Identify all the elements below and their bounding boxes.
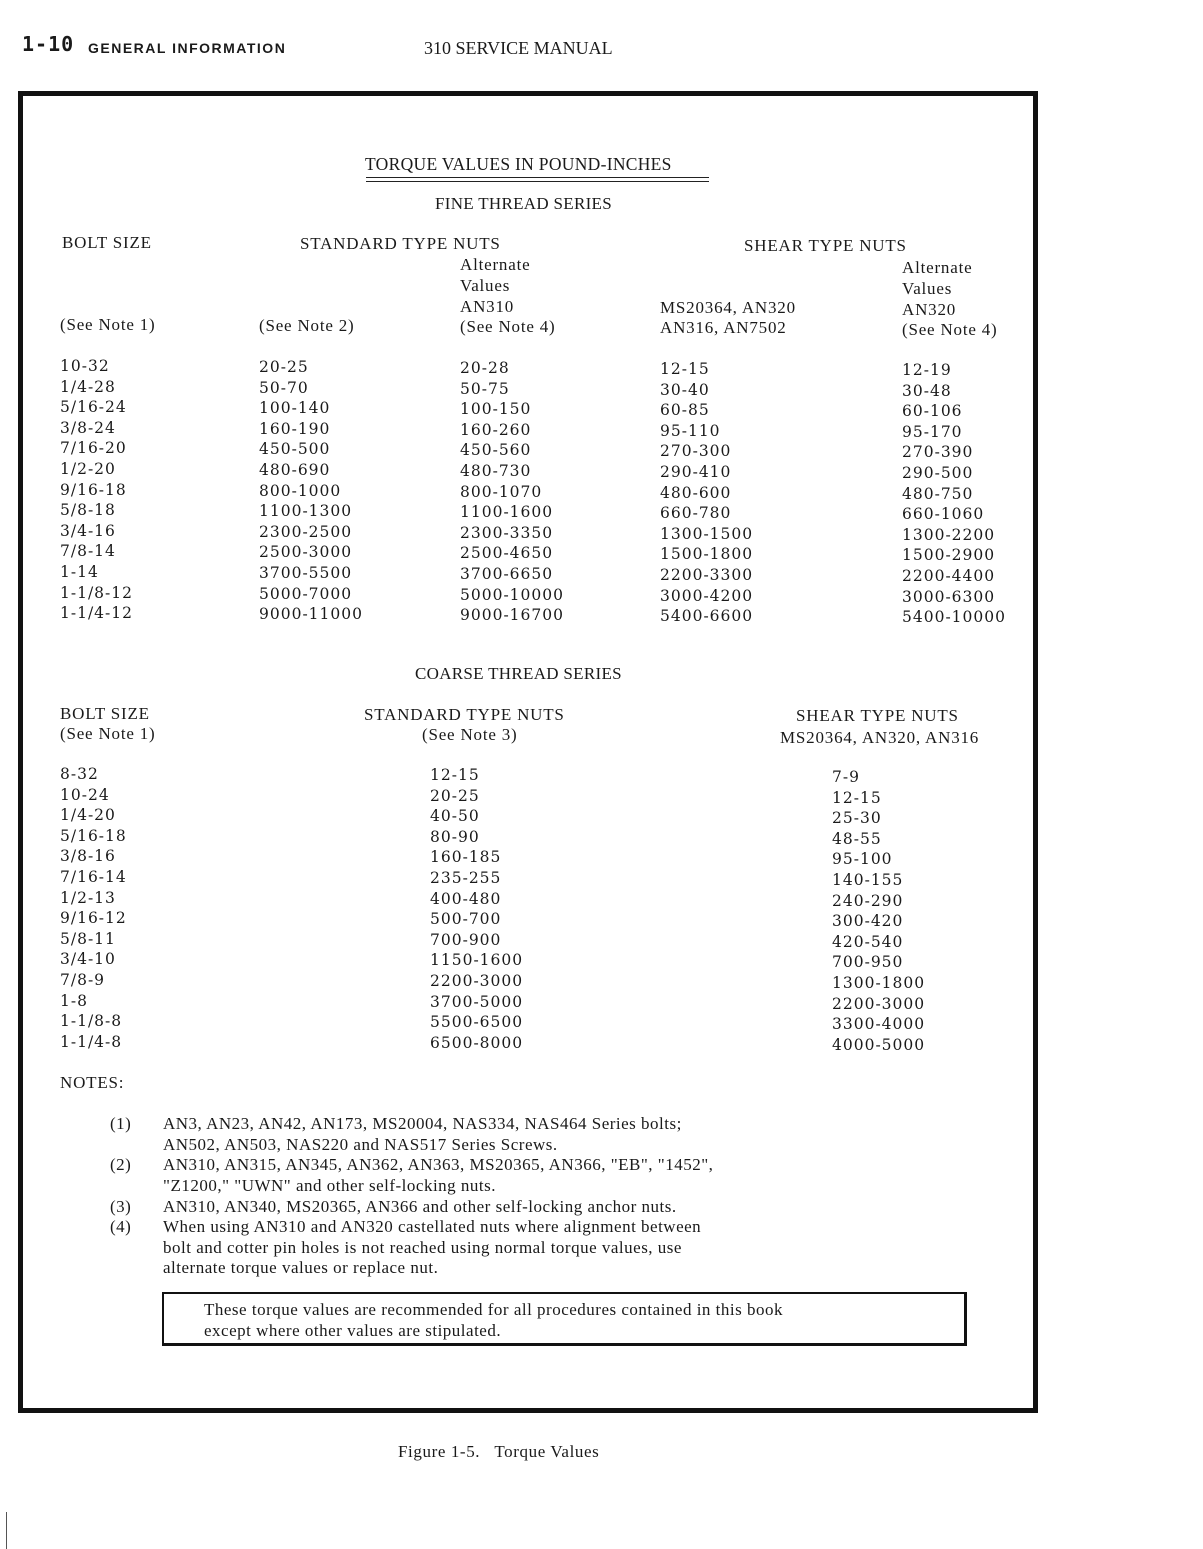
list-item: 160-260 (460, 420, 532, 439)
list-item: 400-480 (430, 889, 502, 908)
list-item: 5/16-18 (60, 826, 127, 845)
list-item: 7/16-20 (60, 439, 127, 458)
page-number: 1-10 (22, 32, 75, 56)
list-item: 12-15 (832, 788, 882, 807)
list-item: 235-255 (430, 868, 502, 887)
list-item: 3/8-16 (60, 847, 116, 866)
list-item: 660-780 (660, 504, 732, 523)
list-item: 2300-2500 (259, 522, 353, 541)
fine-header-standard: STANDARD TYPE NUTS (300, 234, 501, 253)
list-item: 60-106 (902, 402, 963, 421)
list-item: 7/8-14 (60, 542, 116, 561)
fine-alt1-line3: AN310 (460, 297, 515, 316)
table-title: TORQUE VALUES IN POUND-INCHES (365, 154, 672, 174)
coarse-note-bolt: (See Note 1) (60, 724, 156, 743)
list-item: 290-410 (660, 462, 732, 481)
list-item: 1500-2900 (902, 546, 996, 565)
box-line-1: These torque values are recommended for all procedures contained in this book (204, 1300, 783, 1319)
fine-alt2-line2: Values (902, 279, 953, 298)
list-item: 3/4-16 (60, 521, 116, 540)
list-item: 1-1/8-8 (60, 1012, 123, 1031)
notes-label: NOTES: (60, 1073, 125, 1092)
fine-alt1-line1: Alternate (460, 255, 531, 274)
fine-note-alt1: (See Note 4) (460, 317, 556, 336)
list-item: 3/4-10 (60, 950, 116, 969)
fine-alt2-line1: Alternate (902, 258, 973, 277)
list-item: 270-390 (902, 443, 974, 462)
list-item: 800-1070 (460, 482, 543, 501)
list-item: 9000-16700 (460, 606, 564, 625)
note-line: "Z1200," "UWN" and other self-locking nuts. (163, 1175, 497, 1195)
list-item: 7/16-14 (60, 867, 127, 886)
coarse-note-standard: (See Note 3) (422, 725, 518, 744)
note-line: AN310, AN315, AN345, AN362, AN363, MS20365, AN366, "EB", "1452", (163, 1155, 714, 1174)
fine-note-alt2: (See Note 4) (902, 320, 998, 339)
list-item: 95-110 (660, 421, 721, 440)
fine-header-shear: SHEAR TYPE NUTS (744, 236, 907, 255)
list-item: 1/4-20 (60, 806, 116, 825)
note-line: alternate torque values or replace nut. (163, 1258, 439, 1277)
list-item: 1-1/4-12 (60, 604, 134, 623)
list-item: 9/16-18 (60, 480, 127, 499)
fine-note-bolt: (See Note 1) (60, 315, 156, 334)
list-item: 1/4-28 (60, 377, 116, 396)
list-item: 1100-1600 (460, 503, 554, 522)
list-item: 40-50 (430, 807, 480, 826)
list-item: 3/8-24 (60, 418, 116, 437)
fine-series-title: FINE THREAD SERIES (435, 194, 612, 213)
list-item: 20-25 (259, 358, 309, 376)
list-item: 1150-1600 (430, 951, 524, 970)
manual-title: 310 SERVICE MANUAL (424, 38, 613, 58)
list-item: 5/8-18 (60, 501, 116, 520)
list-item: 8-32 (60, 765, 99, 783)
list-item: 270-300 (660, 442, 732, 461)
list-item: 660-1060 (902, 505, 985, 524)
fine-shear-spec: MS20364, AN320 (660, 298, 796, 317)
list-item: 30-40 (660, 380, 710, 399)
note-number: (2) (110, 1155, 132, 1174)
list-item: 25-30 (832, 809, 882, 828)
list-item: 480-750 (902, 484, 974, 503)
list-item: 700-900 (430, 930, 502, 949)
fine-bolt-column (60, 356, 133, 624)
list-item: 2500-4650 (460, 544, 554, 563)
list-item: 450-500 (259, 440, 331, 459)
list-item: 5/8-11 (60, 929, 116, 948)
coarse-series-title: COARSE THREAD SERIES (415, 664, 622, 683)
list-item: 5/16-24 (60, 398, 127, 417)
list-item: 3300-4000 (832, 1015, 926, 1034)
coarse-shear-spec: MS20364, AN320, AN316 (780, 728, 980, 747)
fine-shear-column (660, 359, 753, 627)
list-item: 240-290 (832, 891, 904, 910)
list-item: 20-25 (430, 786, 480, 805)
fine-alt-an320-column (902, 360, 1006, 628)
list-item: 95-170 (902, 422, 963, 441)
recommendation-box (162, 1292, 967, 1346)
list-item: 700-950 (832, 953, 904, 972)
list-item: 100-150 (460, 400, 532, 419)
list-item: 290-500 (902, 463, 974, 482)
list-item: 20-28 (460, 359, 510, 377)
list-item: 450-560 (460, 441, 532, 460)
list-item: 9000-11000 (259, 605, 363, 624)
coarse-standard-column (430, 765, 523, 1053)
list-item: 10-24 (60, 785, 110, 804)
fine-alt1-line2: Values (460, 276, 511, 295)
fine-alt-an310-column (460, 358, 564, 626)
list-item: 2300-3350 (460, 523, 554, 542)
coarse-bolt-column (60, 764, 127, 1052)
list-item: 7-9 (832, 768, 860, 786)
list-item: 2200-3300 (660, 565, 754, 584)
note-line: AN3, AN23, AN42, AN173, MS20004, NAS334, NAS464 Series bolts; (163, 1114, 682, 1133)
note-line: AN502, AN503, NAS220 and NAS517 Series Screws. (163, 1134, 558, 1154)
list-item: 1100-1300 (259, 502, 353, 521)
list-item: 3700-5000 (430, 992, 524, 1011)
list-item: 12-19 (902, 361, 952, 379)
list-item: 300-420 (832, 912, 904, 931)
list-item: 5400-6600 (660, 607, 754, 626)
list-item: 1300-1800 (832, 973, 926, 992)
list-item: 9/16-12 (60, 909, 127, 928)
list-item: 2200-4400 (902, 566, 996, 585)
fine-shear-spec2: AN316, AN7502 (660, 318, 787, 337)
list-item: 50-75 (460, 379, 510, 398)
box-line-2: except where other values are stipulated. (204, 1321, 502, 1340)
list-item: 2200-3000 (832, 994, 926, 1013)
list-item: 6500-8000 (430, 1033, 524, 1052)
list-item: 95-100 (832, 850, 893, 869)
margin-mark (6, 1512, 7, 1549)
list-item: 420-540 (832, 932, 904, 951)
list-item: 1300-1500 (660, 524, 754, 543)
note-number: (1) (110, 1114, 132, 1133)
coarse-header-bolt-size: BOLT SIZE (60, 704, 150, 723)
list-item: 2200-3000 (430, 971, 524, 990)
coarse-header-standard: STANDARD TYPE NUTS (364, 705, 565, 724)
fine-note-standard: (See Note 2) (259, 316, 355, 335)
list-item: 48-55 (832, 829, 882, 848)
list-item: 480-690 (259, 460, 331, 479)
list-item: 1500-1800 (660, 545, 754, 564)
fine-alt2-line3: AN320 (902, 300, 957, 319)
list-item: 4000-5000 (832, 1035, 926, 1054)
fine-header-bolt-size: BOLT SIZE (62, 233, 152, 252)
figure-caption: Figure 1-5. Torque Values (398, 1442, 600, 1461)
list-item: 480-730 (460, 461, 532, 480)
note-number: (3) (110, 1197, 132, 1216)
note-line: bolt and cotter pin holes is not reached using normal torque values, use (163, 1237, 682, 1257)
list-item: 480-600 (660, 483, 732, 502)
fine-standard-column (259, 357, 363, 625)
list-item: 160-190 (259, 419, 331, 438)
list-item: 1-14 (60, 562, 99, 581)
list-item: 3700-5500 (259, 563, 353, 582)
list-item: 5000-10000 (460, 585, 564, 604)
list-item: 3000-6300 (902, 587, 996, 606)
list-item: 2500-3000 (259, 543, 353, 562)
list-item: 5400-10000 (902, 608, 1006, 627)
list-item: 500-700 (430, 910, 502, 929)
list-item: 80-90 (430, 827, 480, 846)
list-item: 1/2-20 (60, 459, 116, 478)
list-item: 1/2-13 (60, 888, 116, 907)
list-item: 30-48 (902, 381, 952, 400)
coarse-header-shear: SHEAR TYPE NUTS (796, 706, 959, 725)
list-item: 140-155 (832, 870, 904, 889)
list-item: 50-70 (259, 378, 309, 397)
list-item: 7/8-9 (60, 970, 106, 989)
title-double-rule (366, 177, 709, 182)
list-item: 1-1/4-8 (60, 1032, 123, 1051)
section-title: GENERAL INFORMATION (88, 40, 287, 56)
list-item: 100-140 (259, 399, 331, 418)
list-item: 1300-2200 (902, 525, 996, 544)
list-item: 12-15 (660, 360, 710, 378)
note-line: AN310, AN340, MS20365, AN366 and other self-locking anchor nuts. (163, 1197, 677, 1216)
list-item: 160-185 (430, 848, 502, 867)
list-item: 800-1000 (259, 481, 342, 500)
list-item: 3000-4200 (660, 586, 754, 605)
list-item: 60-85 (660, 401, 710, 420)
list-item: 5500-6500 (430, 1013, 524, 1032)
list-item: 1-1/8-12 (60, 583, 134, 602)
note-number: (4) (110, 1217, 132, 1236)
coarse-shear-column (832, 767, 925, 1055)
list-item: 12-15 (430, 766, 480, 784)
list-item: 10-32 (60, 357, 110, 375)
list-item: 1-8 (60, 991, 88, 1010)
note-line: When using AN310 and AN320 castellated nuts where alignment between (163, 1217, 702, 1236)
list-item: 5000-7000 (259, 584, 353, 603)
list-item: 3700-6650 (460, 564, 554, 583)
